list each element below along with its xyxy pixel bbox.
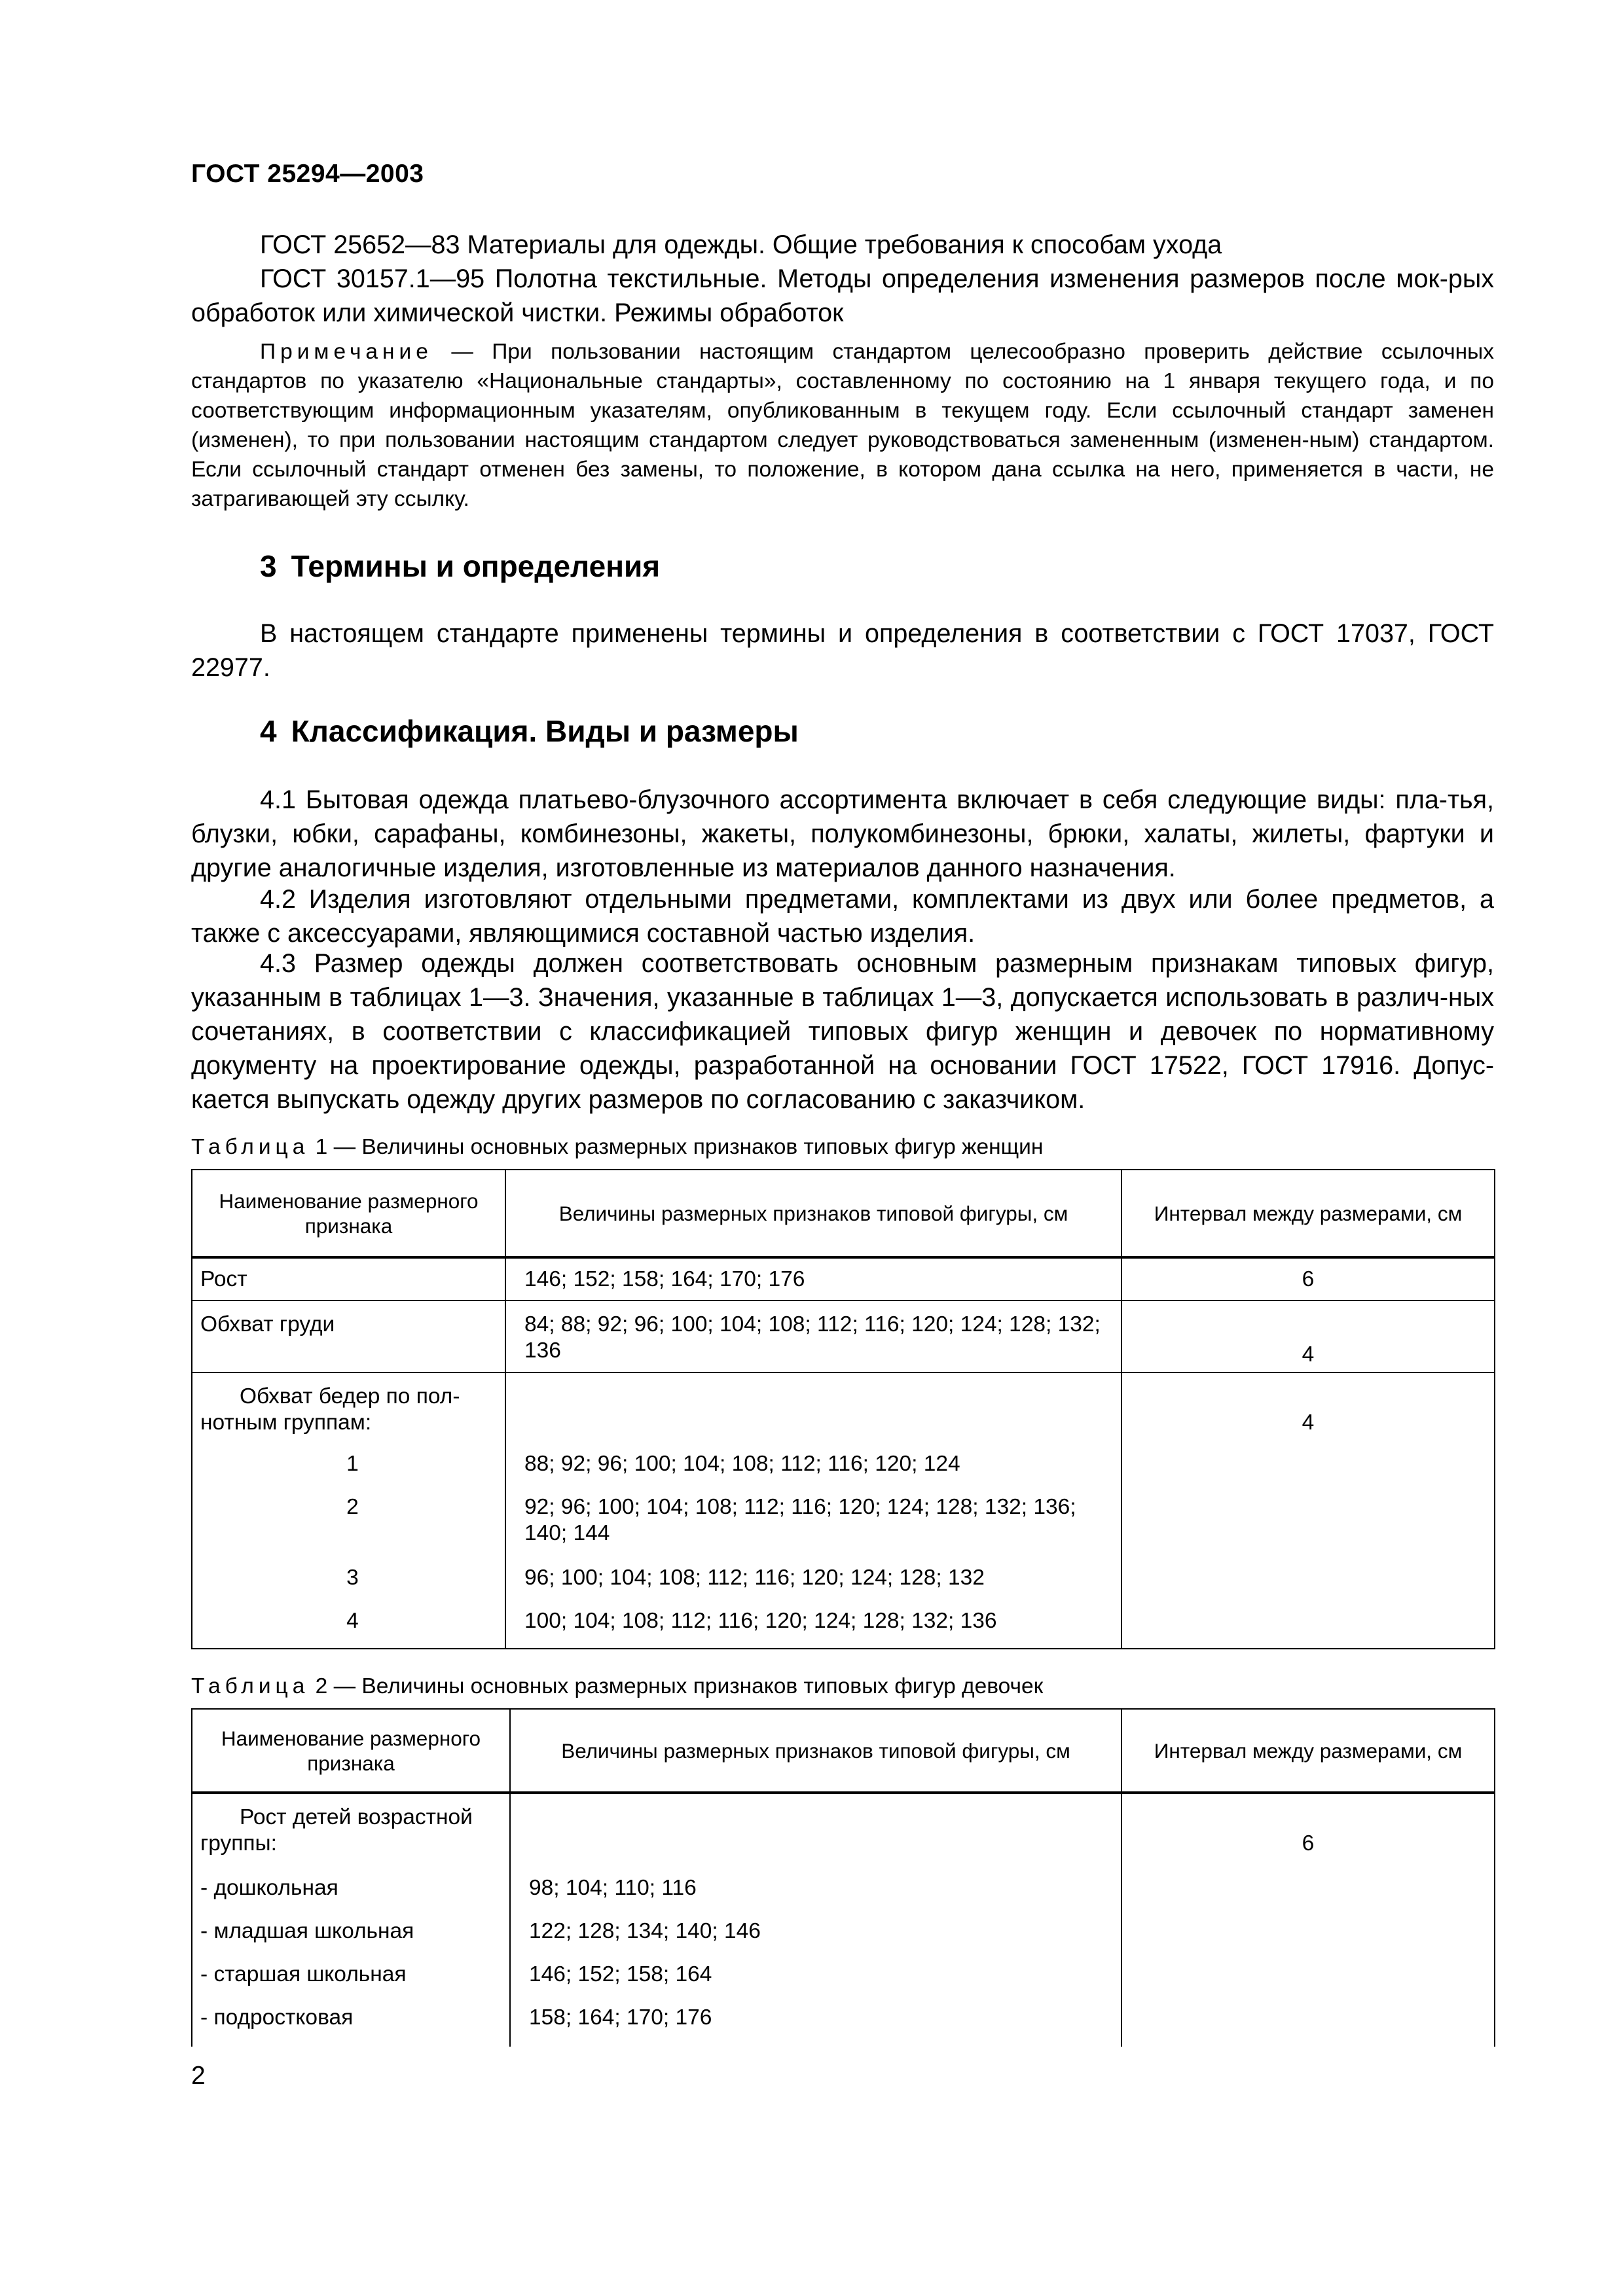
row-interval bbox=[1122, 1560, 1495, 1603]
reference-text: Полотна текстильные. Методы определения изменения размеров после мок-рых обработок или химической чистки. Режимы обработок bbox=[191, 264, 1494, 327]
note-label: Примечание bbox=[260, 340, 433, 364]
caption-label: Таблица bbox=[191, 1674, 310, 1698]
table-2 bbox=[191, 1708, 1495, 2047]
row-label: 2 bbox=[192, 1488, 505, 1560]
row-values: 96; 100; 104; 108; 112; 116; 120; 124; 128; 132 bbox=[505, 1560, 1122, 1603]
paragraph-text: 4.3 Размер одежды должен соответствовать основным размерным признакам типовых фигур, указанным в таблицах 1—3. Значения, указанные в таблицах 1—3, допускается использовать в различ-ных сочетаниях, в соответствии с классификацией типовых фигур женщин и девочек по нормативному документу на проектирование одежды, разработанной на основании ГОСТ 17522, ГОСТ 17916. Допус-кается выпускать одежду других размеров по согласованию с заказчиком. bbox=[191, 949, 1494, 1114]
table-row bbox=[192, 2001, 1495, 2047]
reference-item bbox=[191, 228, 1494, 262]
column-header: Наименование размерного признака bbox=[192, 1709, 510, 1793]
caption-number: 2 bbox=[315, 1674, 328, 1698]
page-number: 2 bbox=[191, 2062, 206, 2090]
section-3-heading bbox=[260, 548, 660, 584]
section-3-text bbox=[191, 617, 1494, 685]
section-title: Термины и определения bbox=[291, 549, 661, 583]
section-4-heading bbox=[260, 713, 799, 749]
table-header-row bbox=[192, 1709, 1495, 1793]
table-row bbox=[192, 1793, 1495, 1871]
row-label: - дошкольная bbox=[192, 1871, 510, 1914]
table-row bbox=[192, 1488, 1495, 1560]
document-code-header: ГОСТ 25294—2003 bbox=[191, 160, 424, 188]
row-values: 158; 164; 170; 176 bbox=[510, 2001, 1122, 2047]
row-interval: 6 bbox=[1122, 1257, 1495, 1300]
paragraph-4-3 bbox=[191, 946, 1494, 1117]
row-interval bbox=[1122, 1603, 1495, 1649]
row-values: 92; 96; 100; 104; 108; 112; 116; 120; 124; 128; 132; 136; 140; 144 bbox=[505, 1488, 1122, 1560]
row-interval bbox=[1122, 1444, 1495, 1488]
note-text: — При пользовании настоящим стандартом целесообразно проверить действие ссылочных стандартов по указателю «Национальные стандарты», составленному по состоянию на 1 января текущего года, и по соответствующим информационным указателям, опубликованным в текущем году. Если ссылочный стандарт заменен (изменен), то при пользовании настоящим стандартом следует руководствоваться замененным (изменен-ным) стандартом. Если ссылочный стандарт отменен без замены, то положение, в котором дана ссылка на него, применяется в части, не затрагивающей эту ссылку. bbox=[191, 340, 1494, 511]
row-values: 98; 104; 110; 116 bbox=[510, 1871, 1122, 1914]
row-label: 3 bbox=[192, 1560, 505, 1603]
paragraph-text: 4.1 Бытовая одежда платьево-блузочного ассортимента включает в себя следующие виды: пла-тья, блузки, юбки, сарафаны, комбинезоны, жакеты, полукомбинезоны, брюки, халаты, жилеты, фартуки и другие аналогичные изделия, изготовленные из материалов данного назначения. bbox=[191, 785, 1494, 882]
caption-number: 1 bbox=[315, 1135, 328, 1159]
row-interval bbox=[1122, 1958, 1495, 2001]
column-header: Величины размерных признаков типовой фигуры, см bbox=[510, 1709, 1122, 1793]
caption-label: Таблица bbox=[191, 1135, 310, 1159]
caption-text: — Величины основных размерных признаков типовых фигур женщин bbox=[333, 1135, 1044, 1159]
row-label: - старшая школьная bbox=[192, 1958, 510, 2001]
row-interval bbox=[1122, 2001, 1495, 2047]
column-header: Интервал между размерами, см bbox=[1122, 1709, 1495, 1793]
row-values: 100; 104; 108; 112; 116; 120; 124; 128; 132; 136 bbox=[505, 1603, 1122, 1649]
row-interval bbox=[1122, 1871, 1495, 1914]
reference-code: ГОСТ 25652—83 bbox=[260, 230, 460, 259]
table-1-caption bbox=[191, 1135, 1043, 1160]
row-label: Обхват груди bbox=[192, 1300, 505, 1372]
row-values: 146; 152; 158; 164; 170; 176 bbox=[505, 1257, 1122, 1300]
row-label: - младшая школьная bbox=[192, 1914, 510, 1958]
paragraph-4-2 bbox=[191, 882, 1494, 950]
row-values: 122; 128; 134; 140; 146 bbox=[510, 1914, 1122, 1958]
table-row bbox=[192, 1560, 1495, 1603]
row-label: Обхват бедер по пол-нотным группам: bbox=[192, 1372, 505, 1444]
row-interval: 4 bbox=[1122, 1372, 1495, 1444]
table-row bbox=[192, 1444, 1495, 1488]
table-row bbox=[192, 1257, 1495, 1300]
column-header: Наименование размерного признака bbox=[192, 1170, 505, 1257]
row-values: 146; 152; 158; 164 bbox=[510, 1958, 1122, 2001]
caption-text: — Величины основных размерных признаков типовых фигур девочек bbox=[333, 1674, 1044, 1698]
row-values bbox=[510, 1793, 1122, 1871]
table-2-caption bbox=[191, 1674, 1043, 1699]
row-values bbox=[505, 1372, 1122, 1444]
row-values: 88; 92; 96; 100; 104; 108; 112; 116; 120; 124 bbox=[505, 1444, 1122, 1488]
column-header: Величины размерных признаков типовой фигуры, см bbox=[505, 1170, 1122, 1257]
row-interval: 4 bbox=[1122, 1300, 1495, 1372]
row-label: Рост bbox=[192, 1257, 505, 1300]
row-label: 1 bbox=[192, 1444, 505, 1488]
paragraph-text: В настоящем стандарте применены термины и определения в соответствии с ГОСТ 17037, ГОСТ 22977. bbox=[191, 619, 1494, 682]
paragraph-text: 4.2 Изделия изготовляют отдельными предметами, комплектами из двух или более предметов, а также с аксессуарами, являющимися составной частью изделия. bbox=[191, 885, 1494, 948]
column-header: Интервал между размерами, см bbox=[1122, 1170, 1495, 1257]
table-row bbox=[192, 1871, 1495, 1914]
table-row bbox=[192, 1914, 1495, 1958]
section-number: 4 bbox=[260, 714, 277, 748]
note-block bbox=[191, 337, 1494, 514]
row-interval: 6 bbox=[1122, 1793, 1495, 1871]
reference-text: Материалы для одежды. Общие требования к способам ухода bbox=[467, 230, 1222, 259]
row-values: 84; 88; 92; 96; 100; 104; 108; 112; 116; 120; 124; 128; 132; 136 bbox=[505, 1300, 1122, 1372]
table-header-row bbox=[192, 1170, 1495, 1257]
table-row bbox=[192, 1300, 1495, 1372]
row-label: 4 bbox=[192, 1603, 505, 1649]
section-title: Классификация. Виды и размеры bbox=[291, 714, 799, 748]
table-row bbox=[192, 1603, 1495, 1649]
paragraph-4-1 bbox=[191, 783, 1494, 885]
table-row bbox=[192, 1372, 1495, 1444]
row-interval bbox=[1122, 1914, 1495, 1958]
section-number: 3 bbox=[260, 549, 277, 583]
reference-code: ГОСТ 30157.1—95 bbox=[260, 264, 485, 293]
row-label: Рост детей возрастной группы: bbox=[192, 1793, 510, 1871]
table-row bbox=[192, 1958, 1495, 2001]
reference-item bbox=[191, 262, 1494, 330]
row-label: - подростковая bbox=[192, 2001, 510, 2047]
row-interval bbox=[1122, 1488, 1495, 1560]
table-1 bbox=[191, 1169, 1495, 1649]
